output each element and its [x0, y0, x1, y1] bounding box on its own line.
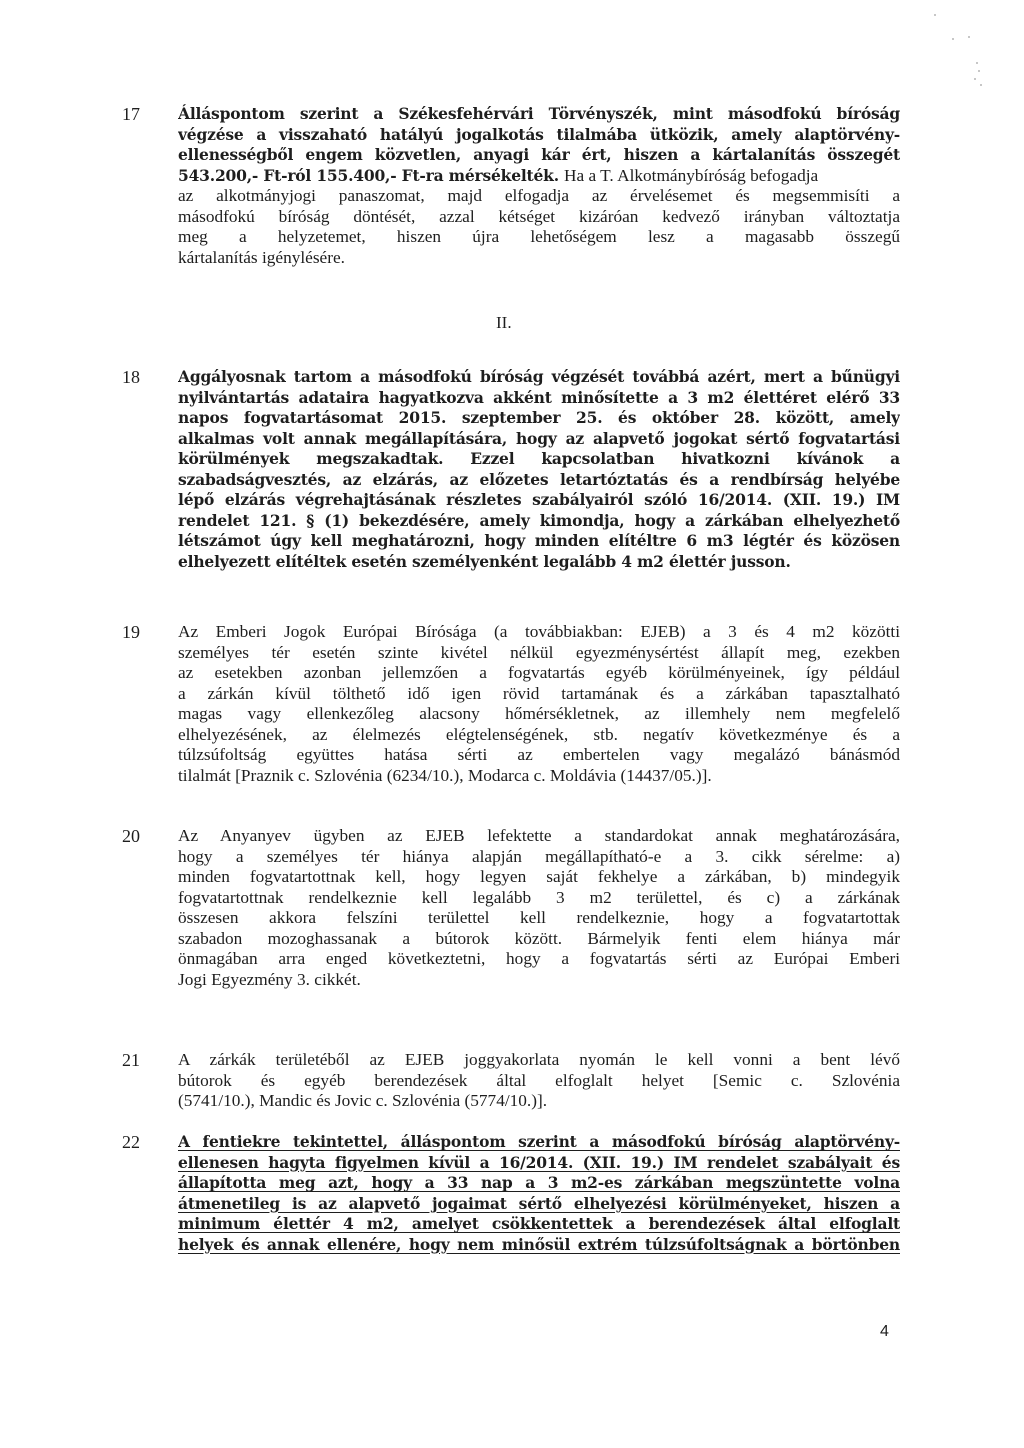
text-line: az esetekben azonban jellemzően a fogvatartás egyéb körülményeinek, így például — [178, 663, 900, 682]
text-line: nyilvántartás adataira hagyatkozva akként minősítette a 3 m2 élettéret elérő 33 — [178, 387, 900, 407]
paragraph-number: 17 — [122, 104, 140, 124]
regular-fragment: Ha a T. Alkotmánybíróság befogadja — [564, 165, 819, 185]
text-line: minimum élettér 4 m2, amelyet csökkentettek a berendezések által elfoglalt — [178, 1214, 900, 1233]
text-line: lépő elzárás végrehajtásának részletes szabályairól szóló 16/2014. (XII. 19.) IM — [178, 490, 900, 509]
text-line: alkalmas volt annak megállapítására, hogy az alapvető jogokat sértő fogvatartási — [178, 428, 900, 448]
paragraph-body — [178, 367, 900, 572]
paragraph-number: 19 — [122, 622, 140, 642]
text-line: Az Anyanyev ügyben az EJEB lefektette a standardokat annak meghatározására, — [178, 826, 900, 845]
text-line: a zárkán kívül tölthető idő igen rövid tartamának és a zárkában tapasztalható — [178, 683, 900, 703]
paragraph-number: 18 — [122, 367, 140, 387]
bold-fragment: 543.200,- Ft-ról 155.400,- Ft-ra mérsékelték. — [178, 165, 559, 185]
text-line: másodfokú bíróság döntését, azzal kétséget kizáróan kedvező irányban változtatja — [178, 206, 900, 226]
text-line: szabadságvesztés, az elzárás, az előzetes letartóztatás és a rendbírság helyébe — [178, 469, 900, 489]
text-line: ellenességből engem közvetlen, anyagi kár ért, hiszen a kártalanítás összegét — [178, 145, 900, 164]
text-line: Aggályosnak tartom a másodfokú bíróság végzését továbbá azért, mert a bűnügyi — [178, 367, 900, 386]
text-line: A fentiekre tekintettel, álláspontom szerint a másodfokú bíróság alaptörvény- — [178, 1132, 900, 1151]
mixed-line — [178, 166, 900, 187]
text-line: személyes tér esetén szinte kivétel nélkül egyezménysértést állapít meg, ezekben — [178, 642, 900, 662]
text-line: hogy a személyes tér hiánya alapján megállapítható-e a 3. cikk sérelme: a) — [178, 846, 900, 866]
section-numeral: II. — [496, 313, 512, 332]
text-line: túlzsúfoltság együttes hatása sérti az embertelen vagy megalázó bánásmód — [178, 745, 900, 764]
text-line: A zárkák területéből az EJEB joggyakorlata nyomán le kell vonni a bent lévő — [178, 1050, 900, 1069]
text-line: tilalmát [Praznik c. Szlovénia (6234/10.), Modarca c. Moldávia (14437/05.)]. — [178, 765, 712, 785]
text-line: szabadon mozoghassanak a bútorok között. Bármelyik fenti elem hiánya már — [178, 928, 900, 948]
paragraph-number: 22 — [122, 1132, 140, 1152]
text-line: bútorok és egyéb berendezések által elfoglalt helyet [Semic c. Szlovénia — [178, 1070, 900, 1090]
paragraph-body — [178, 826, 900, 990]
text-line: rendelet 121. § (1) bekezdésére, amely kimondja, hogy a zárkában elhelyezhető — [178, 510, 900, 530]
text-line: Álláspontom szerint a Székesfehérvári Törvényszék, mint másodfokú bíróság — [178, 104, 900, 123]
paragraph-body — [178, 622, 900, 786]
text-line: az alkotmányjogi panaszomat, majd elfogadja az érvelésemet és megsemmisíti a — [178, 186, 900, 205]
text-line: végzése a visszaható hatályú jogalkotás tilalmába ütközik, amely alaptörvény- — [178, 124, 900, 144]
paragraph-number: 20 — [122, 826, 140, 846]
text-line: fogvatartottnak rendelkeznie kell legalább 3 m2 területtel, és c) a zárkának — [178, 887, 900, 907]
text-line: átmenetileg is az alapvető jogaimat sértő elhelyezési körülményeket, hiszen a — [178, 1193, 900, 1213]
text-line: (5741/10.), Mandic és Jovic c. Szlovénia (5774/10.)]. — [178, 1091, 548, 1110]
text-line: helyek és annak ellenére, hogy nem minősül extrém túlzsúfoltságnak a börtönben — [178, 1234, 900, 1254]
text-line: magas vagy ellenkezőleg alacsony hőmérsékletnek, az illemhely nem megfelelő — [178, 704, 900, 723]
paragraph-body — [178, 104, 900, 268]
page-number: 4 — [880, 1323, 889, 1340]
text-line: önmagában arra enged következtetni, hogy a fogvatartás sérti az Európai Emberi — [178, 949, 900, 968]
text-line: minden fogvatartottnak kell, hogy legyen saját fekhelye a zárkában, b) mindegyik — [178, 867, 900, 886]
paragraph-body — [178, 1132, 900, 1255]
text-line: körülmények megszakadtak. Ezzel kapcsolatban hivatkozni kívánok a — [178, 449, 900, 468]
text-line: Jogi Egyezmény 3. cikkét. — [178, 969, 361, 989]
text-line: kártalanítás igénylésére. — [178, 247, 345, 267]
text-line: állapította meg azt, hogy a 33 nap a 3 m2-es zárkában megszüntette volna — [178, 1173, 900, 1192]
text-line: létszámot úgy kell meghatározni, hogy minden elítéltre 6 m3 légtér és közösen — [178, 531, 900, 550]
text-line: elhelyezésének, az élelmezés elégtelenségének, stb. negatív következménye és a — [178, 724, 900, 744]
text-line: összesen akkora felszíni területtel kell rendelkeznie, hogy a fogvatartottak — [178, 908, 900, 927]
text-line: meg a helyzetemet, hiszen újra lehetőségem lesz a magasabb összegű — [178, 227, 900, 246]
text-line: napos fogvatartásomat 2015. szeptember 25. és október 28. között, amely — [178, 408, 900, 427]
text-line: ellenesen hagyta figyelmen kívül a 16/2014. (XII. 19.) IM rendelet szabályait és — [178, 1152, 900, 1172]
text-line: Az Emberi Jogok Európai Bírósága (a továbbiakban: EJEB) a 3 és 4 m2 közötti — [178, 622, 900, 641]
paragraph-body — [178, 1050, 900, 1112]
scan-artifact — [934, 14, 984, 94]
text-line: elhelyezett elítéltek esetén személyenként legalább 4 m2 élettér jusson. — [178, 551, 791, 571]
paragraph-number: 21 — [122, 1050, 140, 1070]
